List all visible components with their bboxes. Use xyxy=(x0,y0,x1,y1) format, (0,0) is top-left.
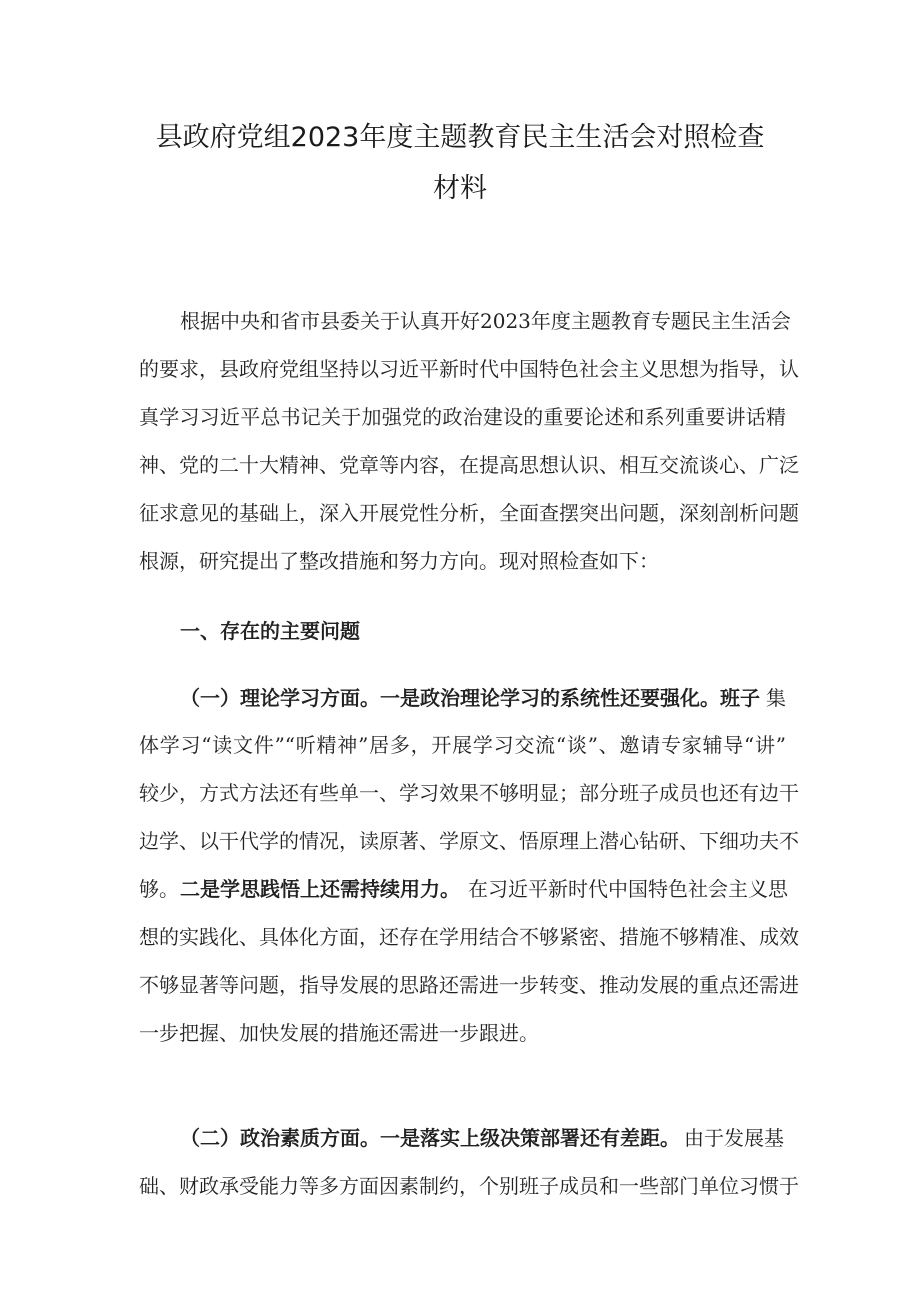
section1-text: 较少，方式方法还有些单一、学习效果不够明显；部分班子成员也还有边干 xyxy=(139,781,799,805)
section1-line1-tail: 集 xyxy=(766,686,786,710)
section2-text: 础、财政承受能力等多方面因素制约，个别班子成员和一些部门单位习惯于 xyxy=(139,1174,799,1198)
intro-text: 的要求，县政府党组坚持以习近平新时代中国特色社会主义思想为指导，认 xyxy=(139,357,799,381)
document-title-line-1: 县政府党组2023年度主题教育民主生活会对照检查 xyxy=(155,122,765,153)
section1-line5-tail: 在习近平新时代中国特色社会主义思 xyxy=(468,877,788,901)
section1-line5-head: 够。 xyxy=(139,877,179,901)
section1-line-2 xyxy=(0,729,920,765)
section1-text: 边学、以干代学的情况，读原著、学原文、悟原理上潜心钻研、下细功夫不 xyxy=(139,829,799,853)
section1-line-3 xyxy=(0,777,920,813)
section1-bold-lead: （一）理论学习方面。一是政治理论学习的系统性还要强化。班子 xyxy=(180,686,760,710)
section2-line1-tail: 由于发展基 xyxy=(684,1126,784,1150)
intro-line-6 xyxy=(0,545,920,581)
heading-text: 一、存在的主要问题 xyxy=(180,619,360,643)
section2-line-1 xyxy=(0,1122,920,1158)
section1-line-1 xyxy=(0,682,920,718)
section1-line-4 xyxy=(0,825,920,861)
section1-text: 不够显著等问题，指导发展的思路还需进一步转变、推动发展的重点还需进 xyxy=(139,973,799,997)
intro-text: 根据中央和省市县委关于认真开好2023年度主题教育专题民主生活会 xyxy=(180,309,791,333)
section1-line5-bold: 二是学思践悟上还需持续用力。 xyxy=(180,877,460,901)
section1-line-7 xyxy=(0,969,920,1005)
section2-line-2 xyxy=(0,1170,920,1206)
section1-line-5 xyxy=(0,873,920,909)
section1-text: 想的实践化、具体化方面，还存在学用结合不够紧密、措施不够精准、成效 xyxy=(139,925,799,949)
intro-text: 真学习习近平总书记关于加强党的政治建设的重要论述和系列重要讲话精 xyxy=(139,405,786,429)
section2-bold-lead: （二）政治素质方面。一是落实上级决策部署还有差距。 xyxy=(180,1126,680,1150)
section1-text: 一步把握、加快发展的措施还需进一步跟进。 xyxy=(139,1021,539,1045)
section1-line-8 xyxy=(0,1017,920,1053)
intro-line-2 xyxy=(0,353,920,389)
document-title-line-2: 材料 xyxy=(433,173,487,204)
section1-text: 体学习“读文件”“听精神”居多，开展学习交流“谈”、邀请专家辅导“讲” xyxy=(139,733,786,757)
section-heading-1 xyxy=(0,615,920,651)
intro-text: 征求意见的基础上，深入开展党性分析，全面查摆突出问题，深刻剖析问题 xyxy=(139,501,799,525)
intro-line-1 xyxy=(0,305,920,341)
intro-text: 根源，研究提出了整改措施和努力方向。现对照检查如下： xyxy=(139,549,659,573)
intro-line-5 xyxy=(0,497,920,533)
intro-line-4 xyxy=(0,449,920,485)
section1-line-6 xyxy=(0,921,920,957)
intro-line-3 xyxy=(0,401,920,437)
intro-text: 神、党的二十大精神、党章等内容，在提高思想认识、相互交流谈心、广泛 xyxy=(139,453,799,477)
